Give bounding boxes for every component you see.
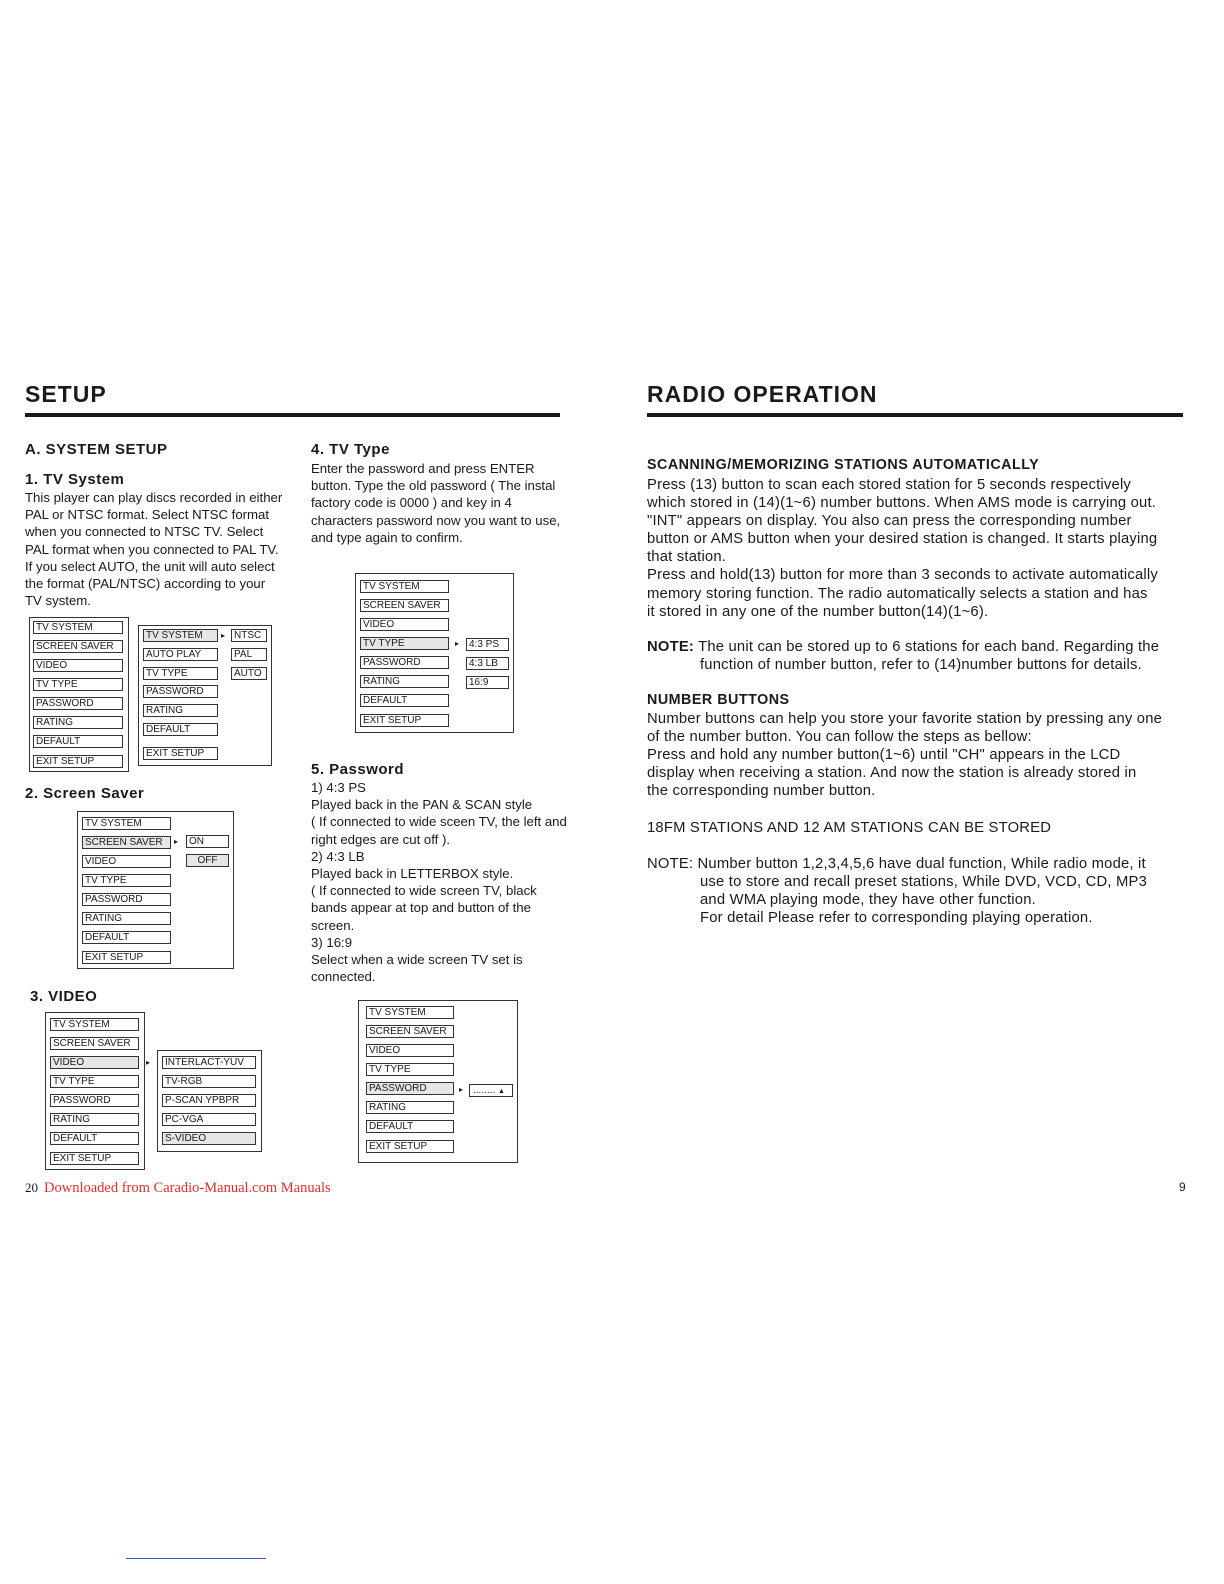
number-buttons-line: of the number button. You can follow the steps as bellow: xyxy=(647,729,1032,746)
note-line: and WMA playing mode, they have other function. xyxy=(700,892,1036,909)
menu-item-exit-setup: EXIT SETUP xyxy=(360,714,449,727)
stations-capacity-note: 18FM STATIONS AND 12 AM STATIONS CAN BE STORED xyxy=(647,820,1052,836)
menu-item-password: PASSWORD xyxy=(50,1094,139,1107)
option-ntsc: NTSC xyxy=(231,629,267,642)
radio-title: RADIO OPERATION xyxy=(647,381,878,407)
system-setup-heading: A. SYSTEM SETUP xyxy=(25,441,168,458)
scanning-line: that station. xyxy=(647,549,727,566)
radio-title-rule xyxy=(647,413,1183,417)
option-auto: AUTO xyxy=(231,667,267,680)
scanning-line: Press and hold(13) button for more than 3 seconds to activate automatically xyxy=(647,567,1158,584)
menu-item-tv-type: TV TYPE xyxy=(82,874,171,887)
menu-item-screen-saver: SCREEN SAVER xyxy=(360,599,449,612)
page-number-right: 9 xyxy=(1179,1180,1186,1194)
option-interlact-yuv: INTERLACT-YUV xyxy=(162,1056,256,1069)
arrow-right-icon: ▸ xyxy=(174,837,179,846)
menu-item-rating: RATING xyxy=(360,675,449,688)
option-off: OFF xyxy=(186,854,229,867)
menu-item-default: DEFAULT xyxy=(366,1120,454,1133)
password-dots: ........ xyxy=(473,1085,496,1096)
menu-item-video: VIDEO xyxy=(366,1044,454,1057)
footer-download-link[interactable]: Downloaded from Caradio-Manual.com Manuals xyxy=(44,1180,331,1196)
option-pal: PAL xyxy=(231,648,267,661)
menu-item-default: DEFAULT xyxy=(82,931,171,944)
option-16-9: 16:9 xyxy=(466,676,509,689)
menu-item-default: DEFAULT xyxy=(33,735,123,748)
password-line: Select when a wide screen TV set is connected. xyxy=(311,952,523,985)
option-4-3-lb: 4:3 LB xyxy=(466,657,509,670)
option-tv-rgb: TV-RGB xyxy=(162,1075,256,1088)
number-buttons-line: Number buttons can help you store your favorite station by pressing any one xyxy=(647,711,1163,727)
password-line: 1) 4:3 PS xyxy=(311,780,366,795)
scanning-line: memory storing function. The radio automatically selects a station and has xyxy=(647,585,1148,602)
menu-item-exit-setup: EXIT SETUP xyxy=(82,951,171,964)
arrow-right-icon: ▸ xyxy=(221,631,226,640)
scanning-line: which stored in (14)(1~6) number buttons. When AMS mode is carrying out. xyxy=(647,495,1157,512)
number-buttons-text xyxy=(647,710,1197,800)
menu-item-rating: RATING xyxy=(50,1113,139,1126)
submenu-item-exit-setup: EXIT SETUP xyxy=(143,747,218,760)
menu-item-tv-type: TV TYPE xyxy=(360,637,449,650)
option-s-video: S-VIDEO xyxy=(162,1132,256,1145)
video-main-menu-frame xyxy=(45,1012,145,1170)
scanning-line: Press (13) button to scan each stored station for 5 seconds respectively xyxy=(647,477,1132,493)
tv-type-heading: 4. TV Type xyxy=(311,441,390,458)
number-buttons-line: display when receiving a station. And now the station is already stored in xyxy=(647,765,1137,782)
menu-item-tv-type: TV TYPE xyxy=(33,678,123,691)
menu-item-screen-saver: SCREEN SAVER xyxy=(50,1037,139,1050)
menu-item-screen-saver: SCREEN SAVER xyxy=(82,836,171,849)
bottom-divider xyxy=(126,1558,266,1559)
menu-item-screen-saver: SCREEN SAVER xyxy=(33,640,123,653)
menu-item-default: DEFAULT xyxy=(50,1132,139,1145)
tv-system-text: This player can play discs recorded in either PAL or NTSC format. Select NTSC format when you connected to NTSC TV. Select PAL format when you connected to PAL TV. If you select AUTO, the unit will auto select the format (PAL/NTSC) according to your TV system. xyxy=(25,490,283,609)
menu-item-tv-system: TV SYSTEM xyxy=(366,1006,454,1019)
menu-item-password: PASSWORD xyxy=(33,697,123,710)
tv-type-text: Enter the password and press ENTER button. Type the old password ( The instal factory code is 0000 ) and key in 4 characters password now you want to use, and type again to confirm. xyxy=(311,461,561,545)
menu-item-tv-type: TV TYPE xyxy=(366,1063,454,1076)
password-line: 3) 16:9 xyxy=(311,934,353,950)
setup-title: SETUP xyxy=(25,381,107,407)
submenu-item-default: DEFAULT xyxy=(143,723,218,736)
menu-item-screen-saver: SCREEN SAVER xyxy=(366,1025,454,1038)
password-line: ( If connected to wide screen TV, black bands appear at top and button of the screen. xyxy=(311,883,537,933)
arrow-right-icon: ▸ xyxy=(459,1085,464,1094)
note-line: For detail Please refer to corresponding playing operation. xyxy=(700,910,1093,927)
page-number-left: 20 xyxy=(25,1180,38,1195)
submenu-item-tv-system: TV SYSTEM xyxy=(143,629,218,642)
menu-item-rating: RATING xyxy=(82,912,171,925)
arrow-right-icon: ▸ xyxy=(455,639,460,648)
screen-saver-heading: 2. Screen Saver xyxy=(25,785,145,802)
menu-item-exit-setup: EXIT SETUP xyxy=(33,755,123,768)
note-line: The unit can be stored up to 6 stations for each band. Regarding the xyxy=(694,639,1160,655)
number-buttons-line: the corresponding number button. xyxy=(647,783,876,800)
submenu-item-auto-play: AUTO PLAY xyxy=(143,648,218,661)
menu-item-tv-type: TV TYPE xyxy=(50,1075,139,1088)
note-line: use to store and recall preset stations, While DVD, VCD, CD, MP3 xyxy=(700,874,1148,891)
video-heading: 3. VIDEO xyxy=(30,988,98,1005)
note-line: function of number button, refer to (14)number buttons for details. xyxy=(700,657,1142,674)
note-label: NOTE: xyxy=(647,639,695,655)
tv-system-heading: 1. TV System xyxy=(25,471,125,488)
menu-item-rating: RATING xyxy=(33,716,123,729)
note-dual-function xyxy=(647,855,1197,927)
scanning-line: "INT" appears on display. You also can press the corresponding number xyxy=(647,513,1132,530)
note-line: NOTE: Number button 1,2,3,4,5,6 have dual function, While radio mode, it xyxy=(647,856,1146,872)
menu-item-video: VIDEO xyxy=(360,618,449,631)
option-4-3-ps: 4:3 PS xyxy=(466,638,509,651)
password-field xyxy=(469,1084,513,1097)
password-heading: 5. Password xyxy=(311,761,405,778)
arrow-right-icon: ▸ xyxy=(146,1058,151,1067)
submenu-item-password: PASSWORD xyxy=(143,685,218,698)
menu-item-password: PASSWORD xyxy=(366,1082,454,1095)
tv-type-menu-frame xyxy=(355,573,514,733)
menu-item-exit-setup: EXIT SETUP xyxy=(50,1152,139,1165)
submenu-item-rating: RATING xyxy=(143,704,218,717)
menu-item-tv-system: TV SYSTEM xyxy=(82,817,171,830)
password-line: ( If connected to wide sceen TV, the left and right edges are cut off ). xyxy=(311,814,567,847)
password-line: Played back in the PAN & SCAN style xyxy=(311,797,533,813)
menu-item-exit-setup: EXIT SETUP xyxy=(366,1140,454,1153)
menu-item-default: DEFAULT xyxy=(360,694,449,707)
menu-item-video: VIDEO xyxy=(50,1056,139,1069)
menu-item-tv-system: TV SYSTEM xyxy=(360,580,449,593)
menu-item-password: PASSWORD xyxy=(82,893,171,906)
menu-item-rating: RATING xyxy=(366,1101,454,1114)
cursor-up-icon: ▲ xyxy=(498,1088,505,1095)
menu-item-tv-system: TV SYSTEM xyxy=(50,1018,139,1031)
scanning-text xyxy=(647,476,1197,621)
note-store-stations xyxy=(647,638,1197,674)
number-buttons-line: Press and hold any number button(1~6) until "CH" appears in the LCD xyxy=(647,747,1121,764)
scanning-heading: SCANNING/MEMORIZING STATIONS AUTOMATICALLY xyxy=(647,457,1040,473)
menu-item-password: PASSWORD xyxy=(360,656,449,669)
password-text xyxy=(311,779,567,985)
scanning-line: it stored in any one of the number button(14)(1~6). xyxy=(647,603,989,620)
scanning-line: button or AMS button when your desired station is changed. It starts playing xyxy=(647,531,1158,548)
number-buttons-heading: NUMBER BUTTONS xyxy=(647,692,790,708)
password-line: Played back in LETTERBOX style. xyxy=(311,866,514,882)
menu-item-tv-system: TV SYSTEM xyxy=(33,621,123,634)
menu-item-video: VIDEO xyxy=(82,855,171,868)
option-pc-vga: PC-VGA xyxy=(162,1113,256,1126)
menu-item-video: VIDEO xyxy=(33,659,123,672)
submenu-item-tv-type: TV TYPE xyxy=(143,667,218,680)
password-line: 2) 4:3 LB xyxy=(311,848,365,864)
option-on: ON xyxy=(186,835,229,848)
setup-title-rule xyxy=(25,413,560,417)
option-p-scan-ypbpr: P-SCAN YPBPR xyxy=(162,1094,256,1107)
